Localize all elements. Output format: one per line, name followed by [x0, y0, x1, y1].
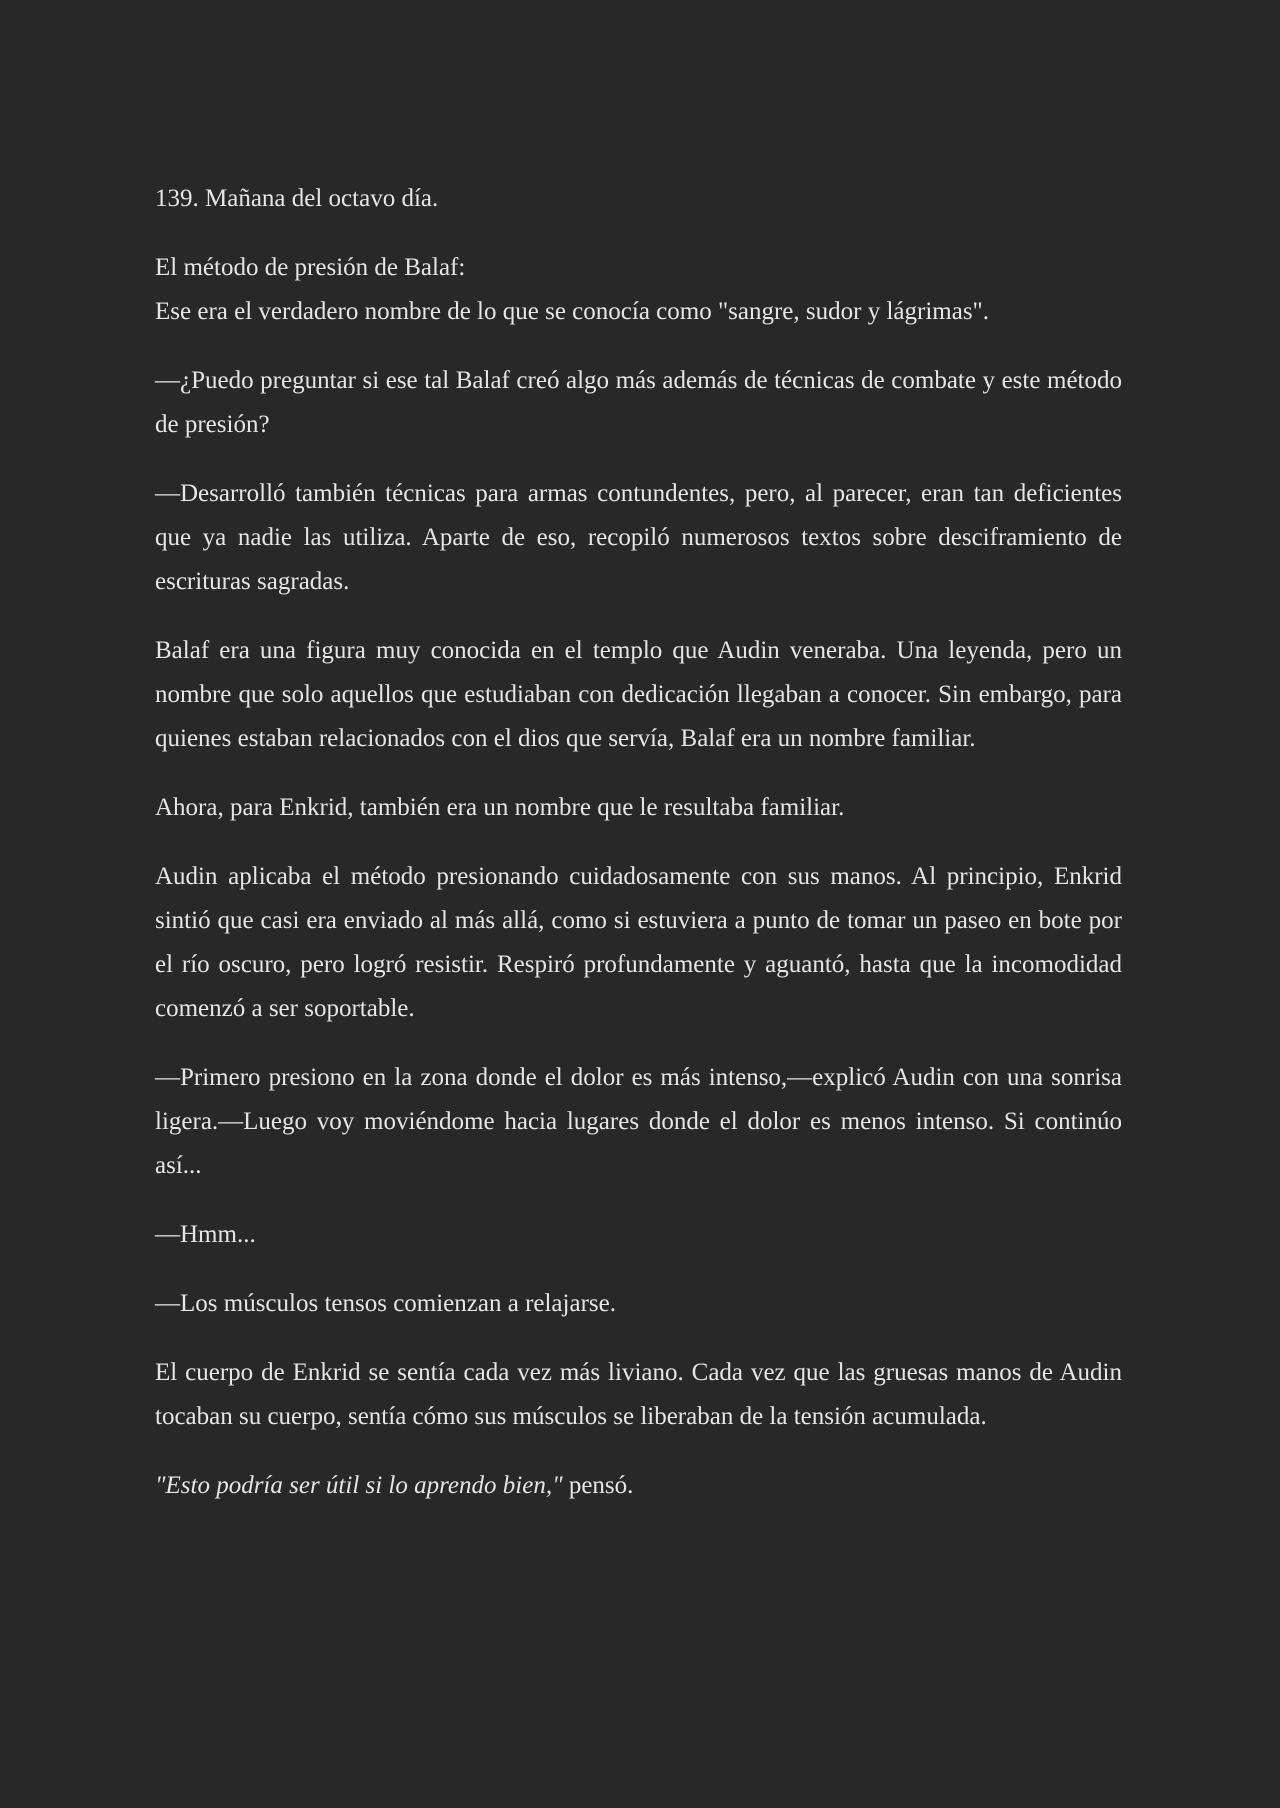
dialogue-paragraph: —Los músculos tensos comienzan a relajarse.	[155, 1290, 616, 1317]
thought-text: "Esto podría ser útil si lo aprendo bien,"	[155, 1472, 563, 1499]
paragraph: Audin aplicaba el método presionando cuidadosamente con sus manos. Al principio, Enkrid sintió que casi era enviado al más allá, como si estuviera a punto de tomar un paseo en bote por el río oscuro, pero logró resistir. Respiró profundamente y aguantó, hasta que la incomodidad comenzó a ser soportable.	[155, 863, 1122, 1022]
paragraph: Balaf era una figura muy conocida en el templo que Audin veneraba. Una leyenda, pero un nombre que solo aquellos que estudiaban con dedicación llegaban a conocer. Sin embargo, para quienes estaban relacionados con el dios que servía, Balaf era un nombre familiar.	[155, 637, 1122, 752]
paragraph: Ahora, para Enkrid, también era un nombre que le resultaba familiar.	[155, 794, 845, 821]
paragraph: El cuerpo de Enkrid se sentía cada vez más liviano. Cada vez que las gruesas manos de Audin tocaban su cuerpo, sentía cómo sus músculos se liberaban de la tensión acumulada.	[155, 1359, 1122, 1430]
chapter-title: 139. Mañana del octavo día.	[155, 185, 439, 212]
thought-attribution: pensó.	[562, 1472, 634, 1499]
dialogue-paragraph: —Desarrolló también técnicas para armas contundentes, pero, al parecer, eran tan deficientes que ya nadie las utiliza. Aparte de eso, recopiló numerosos textos sobre desciframiento de escrituras sagradas.	[155, 480, 1122, 595]
paragraph	[155, 246, 1122, 334]
thought-paragraph	[155, 1464, 1122, 1508]
dialogue-paragraph: —Primero presiono en la zona donde el dolor es más intenso,—explicó Audin con una sonrisa ligera.—Luego voy moviéndome hacia lugares donde el dolor es menos intenso. Si continúo así...	[155, 1064, 1122, 1179]
dialogue-paragraph: —Hmm...	[155, 1221, 256, 1248]
paragraph-line: El método de presión de Balaf:	[155, 254, 466, 281]
paragraph-line: Ese era el verdadero nombre de lo que se conocía como "sangre, sudor y lágrimas".	[155, 298, 989, 325]
dialogue-paragraph: —¿Puedo preguntar si ese tal Balaf creó algo más además de técnicas de combate y este método de presión?	[155, 367, 1122, 438]
